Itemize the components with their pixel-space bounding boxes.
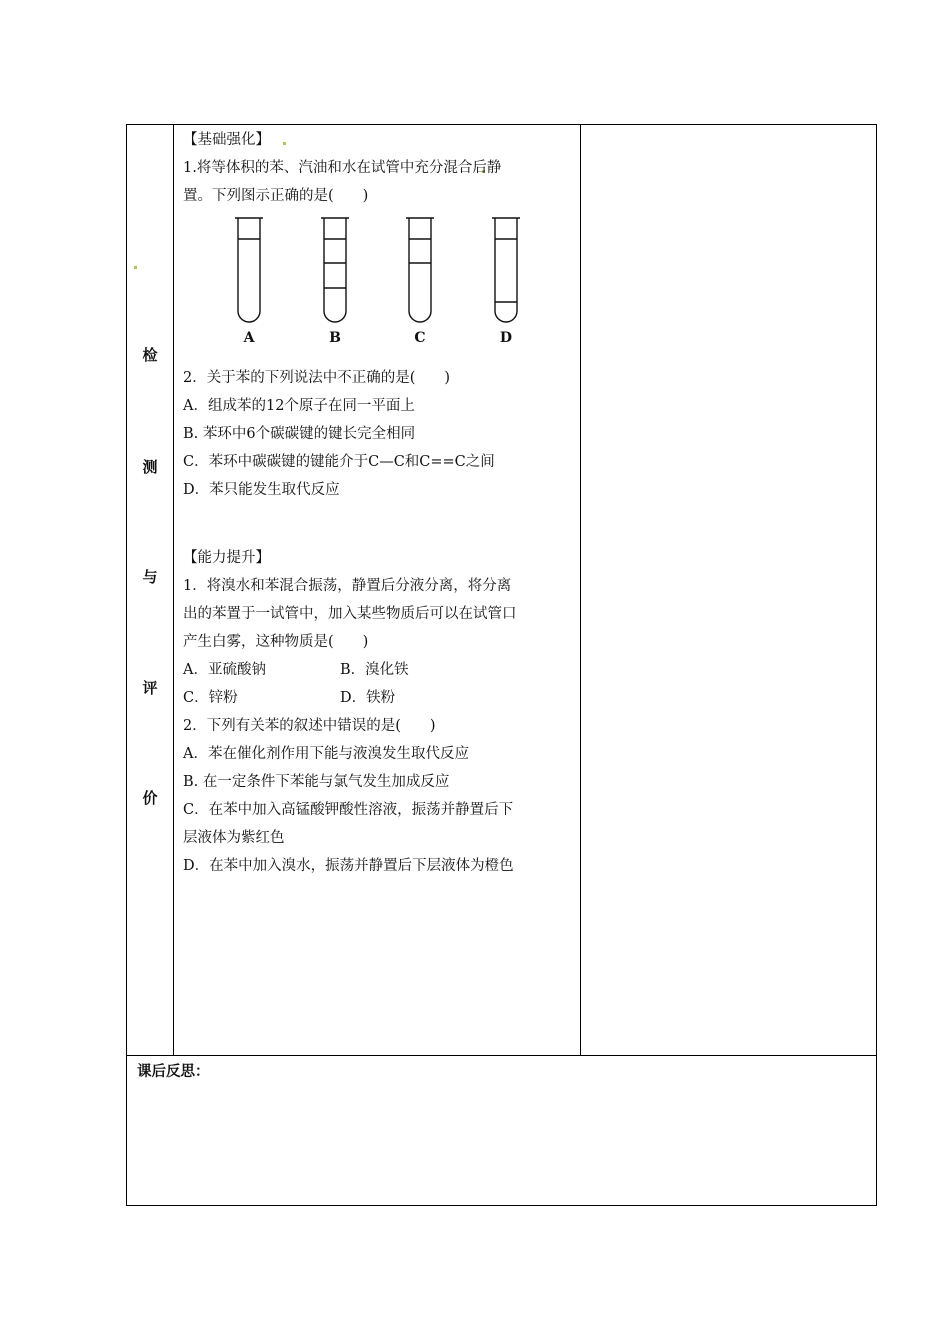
- advanced-q1-line: 1．将溴水和苯混合振荡，静置后分液分离，将分离: [183, 578, 512, 594]
- advanced-q2-line: 层液体为紫红色: [183, 830, 285, 846]
- basics-q2-option: C．苯环中碳碳键的键能介于C—C和C==C之间: [183, 454, 495, 470]
- advanced-q1-line: 出的苯置于一试管中，加入某些物质后可以在试管口: [183, 606, 517, 622]
- tube-label-a: A: [243, 330, 255, 346]
- advanced-q1-option: C．锌粉: [183, 690, 238, 706]
- advanced-q1-line: 产生白雾，这种物质是( ): [183, 634, 369, 650]
- basics-q1-line: 1.将等体积的苯、汽油和水在试管中充分混合后静: [183, 160, 502, 176]
- advanced-q2-line: A．苯在催化剂作用下能与液溴发生取代反应: [183, 746, 469, 762]
- test-tube-figure: [183, 216, 575, 364]
- test-tube-c: [406, 218, 434, 322]
- advanced-q1-option: A．亚硫酸钠: [183, 662, 266, 678]
- side-label-char-4: 评: [142, 679, 158, 697]
- tube-label-b: B: [329, 330, 341, 346]
- row-divider: [126, 1055, 877, 1056]
- column-divider-left: [173, 124, 174, 1056]
- test-tube-a: [235, 218, 263, 322]
- section-spacer: [183, 504, 575, 544]
- advanced-q1-options-row: [183, 684, 575, 712]
- side-label-char-5: 价: [142, 789, 158, 807]
- advanced-q1-options-row: [183, 656, 575, 684]
- basics-q2-title: 2．关于苯的下列说法中不正确的是( ): [183, 370, 451, 386]
- basics-heading: 【基础强化】: [183, 132, 270, 148]
- test-tube-diagram: [213, 216, 523, 346]
- side-label-char-2: 测: [142, 458, 158, 476]
- exercise-content: [183, 126, 575, 880]
- advanced-q1-option: D．铁粉: [340, 690, 396, 706]
- side-label-char-1: 检: [142, 346, 158, 364]
- test-tube-b: [321, 218, 349, 322]
- advanced-heading: 【能力提升】: [183, 550, 270, 566]
- advanced-q2-line: B. 在一定条件下苯能与氯气发生加成反应: [183, 774, 450, 790]
- advanced-q1-option: B．溴化铁: [340, 662, 409, 678]
- advanced-q2-title: 2．下列有关苯的叙述中错误的是( ): [183, 718, 436, 734]
- basics-q2-option: D．苯只能发生取代反应: [183, 482, 340, 498]
- test-tube-d: [492, 218, 520, 322]
- tube-label-c: C: [414, 330, 426, 346]
- basics-q2-option: A．组成苯的12个原子在同一平面上: [183, 398, 415, 414]
- advanced-q2-line: D．在苯中加入溴水，振荡并静置后下层液体为橙色: [183, 858, 514, 874]
- reflection-label: 课后反思：: [137, 1064, 210, 1080]
- basics-q2-option: B. 苯环中6个碳碳键的键长完全相同: [183, 426, 416, 442]
- basics-q1-line: 置。下列图示正确的是( ): [183, 188, 369, 204]
- side-label-char-3: 与: [142, 568, 158, 586]
- tube-label-d: D: [499, 330, 513, 346]
- speck-mark: [134, 266, 137, 269]
- advanced-q2-line: C．在苯中加入高锰酸钾酸性溶液，振荡并静置后下: [183, 802, 514, 818]
- column-divider-right: [580, 124, 581, 1056]
